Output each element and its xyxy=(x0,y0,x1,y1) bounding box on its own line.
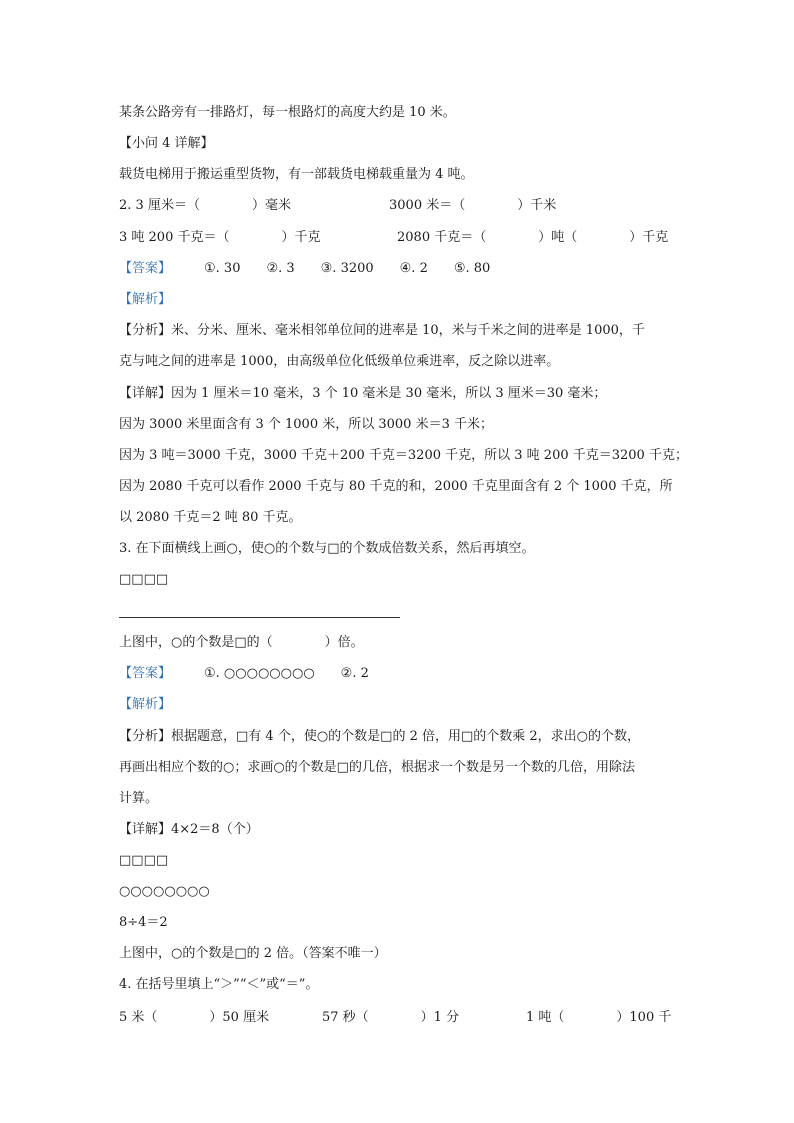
question-4-part-b: 57 秒（ ）1 分 xyxy=(322,1010,460,1025)
detail-text: 因为 2080 千克可以看作 2000 千克与 80 千克的和，2000 千克里面含有 2 个 1000 千克，所 xyxy=(119,479,673,494)
analysis-text: 计算。 xyxy=(119,791,159,806)
answer-values: ①. ○○○○○○○○ ②. 2 xyxy=(204,666,369,681)
question-2-part-b: 3000 米＝（ ）千米 xyxy=(389,198,557,213)
answer-label: 【答案】 xyxy=(119,261,172,276)
question-2-part-a: 2. 3 厘米＝（ ）毫米 xyxy=(119,198,291,213)
detail-text: 8÷4＝2 xyxy=(119,915,168,930)
text-line: 载货电梯用于搬运重型货物，有一部载货电梯载重量为 4 吨。 xyxy=(119,167,474,182)
answer-underline xyxy=(119,617,400,618)
question-3-fill: 上图中，○的个数是□的（ ）倍。 xyxy=(119,635,364,650)
analysis-text: 【分析】米、分米、厘米、毫米相邻单位间的进率是 10，米与千米之间的进率是 1000，千 xyxy=(119,323,645,338)
detail-text: 因为 3000 米里面含有 3 个 1000 米，所以 3000 米＝3 千米； xyxy=(119,417,493,432)
question-4-part-c: 1 吨（ ）100 千 xyxy=(526,1010,672,1025)
detail-circles: ○○○○○○○○ xyxy=(119,884,210,899)
detail-squares: □□□□ xyxy=(119,853,169,868)
analysis-label: 【解析】 xyxy=(119,697,172,712)
question-3: 3. 在下面横线上画○，使○的个数与□的个数成倍数关系，然后再填空。 xyxy=(119,541,535,556)
answer-values: ①. 30 ②. 3 ③. 3200 ④. 2 ⑤. 80 xyxy=(204,261,491,276)
detail-text: 【详解】因为 1 厘米＝10 毫米，3 个 10 毫米是 30 毫米，所以 3 厘米＝30 毫米； xyxy=(119,386,607,401)
question-2-part-c: 3 吨 200 千克＝（ ）千克 xyxy=(119,230,321,245)
analysis-text: 克与吨之间的进率是 1000，由高级单位化低级单位乘进率，反之除以进率。 xyxy=(119,354,560,369)
answer-label: 【答案】 xyxy=(119,666,172,681)
question-4-part-a: 5 米（ ）50 厘米 xyxy=(119,1010,270,1025)
analysis-label: 【解析】 xyxy=(119,292,172,307)
detail-text: 以 2080 千克＝2 吨 80 千克。 xyxy=(119,510,302,525)
analysis-text: 再画出相应个数的○；求画○的个数是□的几倍，根据求一个数是另一个数的几倍，用除法 xyxy=(119,760,635,775)
question-3-squares: □□□□ xyxy=(119,572,169,587)
section-heading: 【小问 4 详解】 xyxy=(119,136,214,151)
text-line: 某条公路旁有一排路灯，每一根路灯的高度大约是 10 米。 xyxy=(119,105,456,120)
detail-text: 上图中，○的个数是□的 2 倍。（答案不唯一） xyxy=(119,946,387,961)
question-4: 4. 在括号里填上“＞”“＜”或“＝”。 xyxy=(119,977,319,992)
detail-text: 因为 3 吨＝3000 千克，3000 千克＋200 千克＝3200 千克，所以 3 吨 200 千克＝3200 千克； xyxy=(119,448,688,463)
detail-text: 【详解】4×2＝8（个） xyxy=(119,822,259,837)
question-2-part-d: 2080 千克＝（ ）吨（ ）千克 xyxy=(397,230,669,245)
analysis-text: 【分析】根据题意，□有 4 个，使○的个数是□的 2 倍，用□的个数乘 2，求出○的个数， xyxy=(119,729,641,744)
